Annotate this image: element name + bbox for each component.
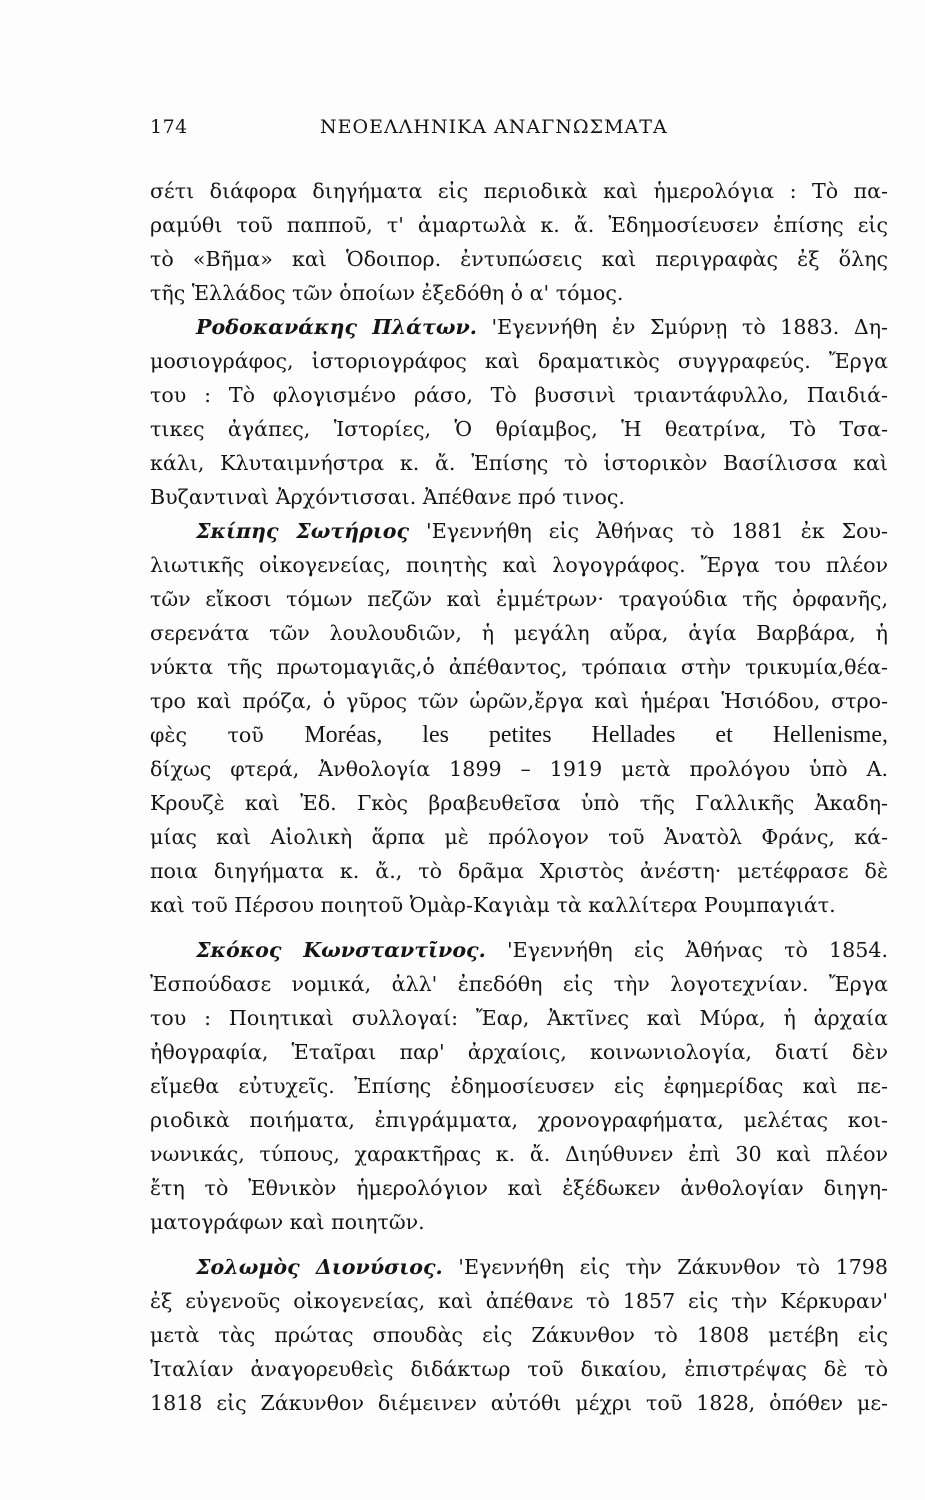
entry-rodokanakis-first-line: Ροδοκανάκης Πλάτων. 'Εγεννήθη ἐν Σμύρνῃ τὸ 1883. Δη- <box>196 315 888 339</box>
text-line: Κρουζὲ καὶ Ἐδ. Γκὸς βραβευθεῖσα ὑπὸ τῆς Γαλλικῆς Ἀκαδη- <box>150 791 888 815</box>
text-line: ματογράφων καὶ ποιητῶν. <box>150 1210 425 1234</box>
running-title: ΝΕΟΕΛΛΗΝΙΚΑ ΑΝΑΓΝΩΣΜΑΤΑ <box>320 116 668 138</box>
text-line-mixed: φὲς τοῦ Moréas, les petites Hellades et Hellenisme, <box>150 722 888 748</box>
text-line: δίχως φτερά, Ἀνθολογία 1899 – 1919 μετὰ προλόγου ὑπὸ Α. <box>150 757 888 781</box>
text-line: τὸ «Βῆμα» καὶ Ὁδοιπορ. ἐντυπώσεις καὶ περιγραφὰς ἐξ ὅλης <box>150 247 888 271</box>
running-head <box>150 116 770 146</box>
text-line: καὶ τοῦ Πέρσου ποιητοῦ Ὀμὰρ-Καγιὰμ τὰ καλλίτερα Ρουμπαγιάτ. <box>150 893 836 917</box>
text-line: κάλι, Κλυταιμνήστρα κ. ἄ. Ἐπίσης τὸ ἱστορικὸν Βασίλισσα καὶ <box>150 451 888 475</box>
text-line: σερενάτα τῶν λουλουδιῶν, ἡ μεγάλη αὔρα, ἁγία Βαρβάρα, ἡ <box>150 621 888 645</box>
entry-name-skipis: Σκίπης Σωτήριος <box>196 519 410 543</box>
text-line: 1818 εἰς Ζάκυνθον διέμεινεν αὐτόθι μέχρι τοῦ 1828, ὁπόθεν με- <box>150 1391 888 1415</box>
text-line: εἴμεθα εὐτυχεῖς. Ἐπίσης ἐδημοσίευσεν εἰς ἐφημερίδας καὶ πε- <box>150 1074 888 1098</box>
text-line: ἐξ εὐγενοῦς οἰκογενείας, καὶ ἀπέθανε τὸ 1857 εἰς τὴν Κέρκυραν' <box>150 1289 888 1313</box>
text-line: τικες ἀγάπες, Ἱστορίες, Ὁ θρίαμβος, Ἡ θεατρίνα, Τὸ Τσα- <box>150 417 888 441</box>
text-line: μοσιογράφος, ἱστοριογράφος καὶ δραματικὸς συγγραφεύς. Ἔργα <box>150 349 888 373</box>
entry-name-skokos: Σκόκος Κωνσταντῖνος. <box>196 938 486 962</box>
text-line: τρο καὶ πρόζα, ὁ γῦρος τῶν ὡρῶν,ἔργα καὶ ἡμέραι Ἡσιόδου, στρο- <box>150 689 888 713</box>
text-line: μετὰ τὰς πρώτας σπουδὰς εἰς Ζάκυνθον τὸ 1808 μετέβη εἰς <box>150 1323 888 1347</box>
latin-title: Moréas, les petites Hellades et Hellenisme, <box>304 722 888 748</box>
entry-name-rodokanakis: Ροδοκανάκης Πλάτων. <box>196 315 477 339</box>
text-line: μίας καὶ Αἰολικὴ ἅρπα μὲ πρόλογον τοῦ Ἀνατὸλ Φράνς, κά- <box>150 825 888 849</box>
text-line: ἠθογραφία, Ἑταῖραι παρ' ἀρχαίοις, κοινωνιολογία, διατί δὲν <box>150 1040 888 1064</box>
text-line: νωνικάς, τύπους, χαρακτῆρας κ. ἄ. Διηύθυνεν ἐπὶ 30 καὶ πλέον <box>150 1142 888 1166</box>
entry-solomos-first-line: Σολωμὸς Διονύσιος. 'Εγεννήθη εἰς τὴν Ζάκυνθον τὸ 1798 <box>196 1255 888 1279</box>
text-line: τῆς Ἑλλάδος τῶν ὁποίων ἐξεδόθη ὁ α' τόμος. <box>150 281 624 305</box>
page-number: 174 <box>150 116 188 138</box>
text-line: Βυζαντιναὶ Ἀρχόντισσαι. Ἀπέθανε πρό τινος. <box>150 485 625 509</box>
text-line: του : Ποιητικαὶ συλλογαί: Ἔαρ, Ἀκτῖνες καὶ Μύρα, ἡ ἀρχαία <box>150 1006 888 1030</box>
entry-skokos-first-line: Σκόκος Κωνσταντῖνος. 'Εγεννήθη εἰς Ἀθήνας τὸ 1854. <box>196 938 888 962</box>
text-line: νύκτα τῆς πρωτομαγιᾶς,ὁ ἀπέθαντος, τρόπαια στὴν τρικυμία,θέα- <box>150 655 888 679</box>
text-line: σέτι διάφορα διηγήματα εἰς περιοδικὰ καὶ ἡμερολόγια : Τὸ πα- <box>150 179 888 203</box>
entry-skipis-first-line: Σκίπης Σωτήριος 'Εγεννήθη εἰς Ἀθήνας τὸ 1881 ἐκ Σου- <box>196 519 888 543</box>
text-line: ἔτη τὸ Ἐθνικὸν ἡμερολόγιον καὶ ἐξέδωκεν ἀνθολογίαν διηγη- <box>150 1176 888 1200</box>
text-line: του : Τὸ φλογισμένο ράσο, Τὸ βυσσινὶ τριαντάφυλλο, Παιδιά- <box>150 383 888 407</box>
body-text <box>150 174 888 1420</box>
text-line: ριοδικὰ ποιήματα, ἐπιγράμματα, χρονογραφήματα, μελέτας κοι- <box>150 1108 888 1132</box>
text-line: ποια διηγήματα κ. ἄ., τὸ δρᾶμα Χριστὸς ἀνέστη· μετέφρασε δὲ <box>150 859 888 883</box>
text-line: ραμύθι τοῦ παπποῦ, τ' ἀμαρτωλὰ κ. ἄ. Ἐδημοσίευσεν ἐπίσης εἰς <box>150 213 888 237</box>
text-line: Ἰταλίαν ἀναγορευθεὶς διδάκτωρ τοῦ δικαίου, ἐπιστρέψας δὲ τὸ <box>150 1357 888 1381</box>
text-line: τῶν εἴκοσι τόμων πεζῶν καὶ ἐμμέτρων· τραγούδια τῆς ὀρφανῆς, <box>150 587 888 611</box>
entry-name-solomos: Σολωμὸς Διονύσιος. <box>196 1255 443 1279</box>
text-line: λιωτικῆς οἰκογενείας, ποιητὴς καὶ λογογράφος. Ἔργα του πλέον <box>150 553 888 577</box>
text-line: Ἐσπούδασε νομικά, ἀλλ' ἐπεδόθη εἰς τὴν λογοτεχνίαν. Ἔργα <box>150 972 888 996</box>
